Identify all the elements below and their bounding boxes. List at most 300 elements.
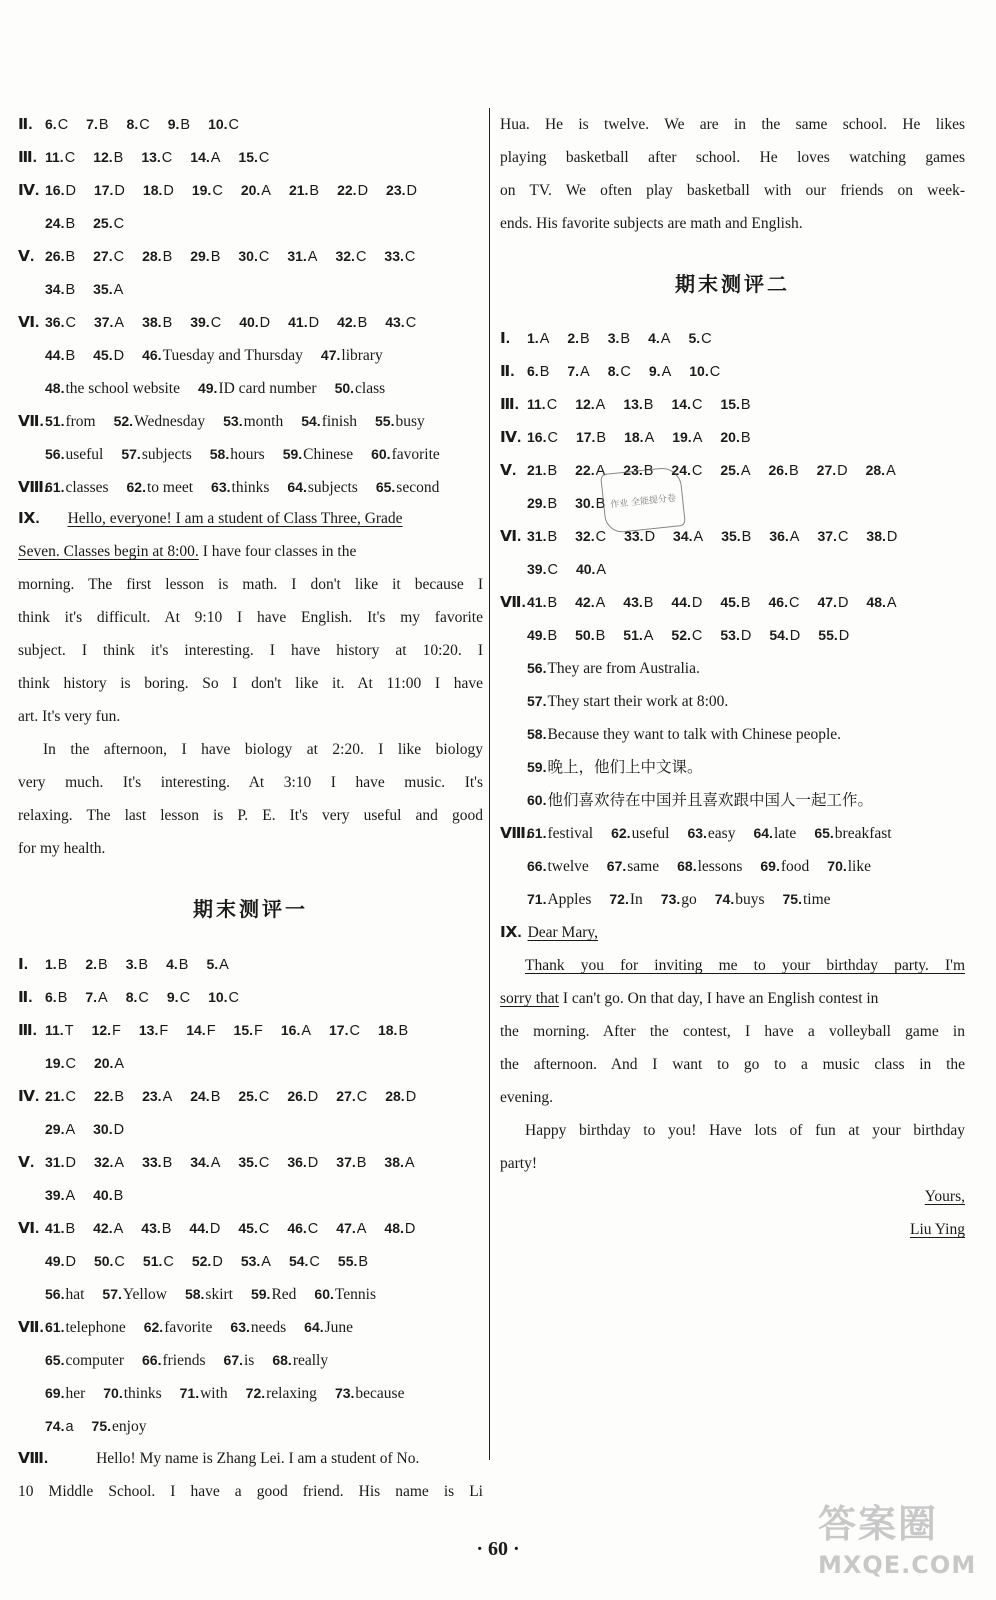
question-number: 56. bbox=[45, 1286, 65, 1302]
watermark-domain: MXQE.COM bbox=[818, 1551, 977, 1579]
answer-value: A bbox=[643, 628, 654, 644]
answer-value: month bbox=[243, 413, 284, 430]
question-number: 40. bbox=[93, 1187, 113, 1203]
question-number: 10. bbox=[208, 116, 228, 132]
answer-value: D bbox=[837, 463, 848, 479]
answer-value: B bbox=[788, 463, 799, 479]
answer-value: B bbox=[358, 1254, 369, 1270]
answer-value: Red bbox=[271, 1286, 297, 1303]
question-number: 73. bbox=[334, 1385, 355, 1401]
answer-line bbox=[500, 553, 965, 586]
answer-item bbox=[687, 817, 735, 850]
answer-item bbox=[85, 981, 107, 1015]
answer-value: 他们喜欢待在中国并且喜欢跟中国人一起工作。 bbox=[547, 792, 873, 809]
answer-line bbox=[18, 1080, 483, 1113]
question-number: 75. bbox=[91, 1418, 112, 1434]
question-number: 64. bbox=[287, 479, 307, 495]
answer-item bbox=[283, 438, 353, 471]
answer-value: B bbox=[65, 348, 76, 364]
answer-value: D bbox=[740, 628, 752, 644]
question-number: 20. bbox=[240, 182, 261, 198]
answer-item bbox=[223, 405, 283, 438]
question-number: 35. bbox=[721, 528, 741, 544]
answer-item bbox=[93, 1212, 123, 1246]
question-number: 51. bbox=[142, 1253, 163, 1269]
answer-value: C bbox=[701, 331, 712, 347]
question-number: 42. bbox=[575, 594, 595, 610]
answer-value: Wednesday bbox=[134, 413, 206, 430]
answer-value: like bbox=[847, 858, 871, 875]
question-number: 54. bbox=[288, 1253, 309, 1269]
answer-item bbox=[336, 1080, 367, 1114]
answer-value: because bbox=[355, 1385, 405, 1402]
answer-value: B bbox=[98, 117, 109, 133]
question-number: 29. bbox=[190, 248, 210, 264]
question-number: 12. bbox=[93, 149, 113, 165]
question-number: 61. bbox=[45, 1319, 65, 1335]
answer-item bbox=[241, 1245, 271, 1279]
answer-item bbox=[94, 1080, 124, 1114]
question-number: 48. bbox=[384, 1220, 404, 1236]
answer-value: A bbox=[219, 957, 229, 973]
answer-item bbox=[180, 1377, 228, 1410]
answer-item bbox=[208, 981, 239, 1015]
question-number: 50. bbox=[334, 380, 355, 396]
section-numeral: Ⅰ. bbox=[18, 956, 29, 973]
answer-value: A bbox=[210, 150, 221, 166]
answer-item bbox=[289, 1245, 320, 1279]
answer-value: C bbox=[355, 249, 367, 265]
answer-item bbox=[45, 1047, 76, 1081]
answer-item bbox=[371, 438, 440, 471]
letter-closing: Yours, bbox=[924, 1188, 965, 1205]
answer-item bbox=[671, 619, 702, 653]
section-numeral: Ⅴ. bbox=[18, 1154, 35, 1171]
question-number: 28. bbox=[142, 248, 162, 264]
answer-item bbox=[527, 487, 557, 521]
question-number: 63. bbox=[211, 479, 231, 495]
answer-item bbox=[866, 520, 897, 554]
question-number: 44. bbox=[189, 1220, 209, 1236]
answer-line bbox=[500, 685, 965, 718]
answer-value: telephone bbox=[65, 1319, 126, 1336]
section-numeral: Ⅳ. bbox=[500, 429, 522, 446]
question-number: 15. bbox=[238, 149, 258, 165]
question-number: 45. bbox=[93, 347, 113, 363]
answer-value: A bbox=[307, 249, 318, 265]
question-number: 31. bbox=[45, 1154, 65, 1170]
answer-value: D bbox=[886, 529, 898, 545]
answer-item bbox=[384, 1212, 415, 1246]
answer-value: A bbox=[65, 1188, 76, 1204]
section-heading-final-test-2: 期末测评二 bbox=[675, 272, 790, 296]
answer-value: They are from Australia. bbox=[547, 660, 700, 677]
question-number: 22. bbox=[337, 182, 357, 198]
answer-item bbox=[127, 108, 150, 142]
question-number: 5. bbox=[206, 956, 219, 972]
question-number: 18. bbox=[624, 429, 644, 445]
question-number: 61. bbox=[527, 825, 547, 841]
essay-line: Ⅸ. Hello, everyone! I am a student of Class Three, Grade bbox=[18, 510, 403, 527]
answer-item bbox=[335, 372, 386, 405]
answer-line bbox=[18, 1179, 483, 1212]
question-number: 7. bbox=[85, 989, 98, 1005]
letter-line: sorry that I can't go. On that day, I have an English contest in bbox=[500, 990, 879, 1007]
answer-item bbox=[527, 520, 557, 554]
answer-value: B bbox=[57, 957, 68, 973]
answer-item bbox=[527, 883, 591, 916]
essay-line: 10 Middle School. I have a good friend. His name is Li bbox=[18, 1483, 483, 1500]
section-numeral: Ⅵ. bbox=[500, 528, 522, 545]
answer-value: A bbox=[580, 364, 590, 380]
question-number: 55. bbox=[375, 413, 395, 429]
question-number: 38. bbox=[866, 528, 886, 544]
answer-item bbox=[45, 1344, 124, 1377]
answer-line bbox=[18, 108, 483, 141]
answer-value: F bbox=[159, 1023, 169, 1039]
answer-value: useful bbox=[631, 825, 670, 842]
answer-value: A bbox=[692, 430, 703, 446]
question-number: 11. bbox=[45, 1022, 64, 1038]
answer-item bbox=[304, 1311, 353, 1344]
question-number: 1. bbox=[527, 330, 539, 346]
answer-value: Yellow bbox=[122, 1286, 167, 1303]
question-number: 69. bbox=[45, 1385, 65, 1401]
answer-item bbox=[576, 421, 606, 455]
answer-item bbox=[527, 652, 700, 685]
answer-item bbox=[141, 1212, 171, 1246]
question-number: 34. bbox=[190, 1154, 210, 1170]
letter-line: Happy birthday to you! Have lots of fun at your birthday bbox=[525, 1122, 965, 1139]
answer-item bbox=[142, 1146, 172, 1180]
answer-item bbox=[576, 553, 606, 587]
question-number: 11. bbox=[45, 149, 64, 165]
question-number: 16. bbox=[527, 429, 547, 445]
question-number: 74. bbox=[714, 891, 735, 907]
answer-value: C bbox=[307, 1221, 319, 1237]
question-number: 29. bbox=[527, 495, 547, 511]
answer-value: class bbox=[355, 380, 386, 397]
answer-item bbox=[121, 438, 191, 471]
answer-value: relaxing bbox=[266, 1385, 317, 1402]
question-number: 2. bbox=[567, 330, 580, 346]
answer-value: lessons bbox=[697, 858, 743, 875]
answer-item bbox=[818, 619, 849, 653]
answer-value: A bbox=[114, 1155, 125, 1171]
answer-value: computer bbox=[65, 1352, 125, 1369]
answer-item bbox=[608, 322, 630, 356]
answer-value: D bbox=[838, 628, 850, 644]
answer-item bbox=[527, 388, 557, 422]
answer-value: B bbox=[596, 430, 607, 446]
answer-item bbox=[769, 586, 800, 620]
question-number: 37. bbox=[817, 528, 837, 544]
answer-value: hat bbox=[65, 1286, 85, 1303]
answer-value: A bbox=[113, 1221, 124, 1237]
question-number: 68. bbox=[677, 858, 697, 874]
answer-item bbox=[94, 1146, 124, 1180]
question-number: 8. bbox=[126, 116, 139, 132]
question-number: 58. bbox=[527, 726, 547, 742]
answer-value: C bbox=[64, 150, 76, 166]
answer-value: A bbox=[356, 1221, 367, 1237]
answer-value: A bbox=[210, 1155, 221, 1171]
answer-value: C bbox=[405, 315, 417, 331]
answer-item bbox=[527, 718, 841, 751]
question-number: 41. bbox=[527, 594, 547, 610]
question-number: 12. bbox=[575, 396, 595, 412]
essay-line: relaxing. The last lesson is P. E. It's very useful and good bbox=[18, 807, 483, 824]
answer-value: C bbox=[837, 529, 849, 545]
answer-item bbox=[337, 306, 367, 340]
answer-item bbox=[567, 322, 589, 356]
answer-value: B bbox=[595, 628, 606, 644]
question-number: 57. bbox=[102, 1286, 122, 1302]
question-number: 8. bbox=[125, 989, 138, 1005]
answer-item bbox=[190, 141, 220, 175]
answer-line bbox=[18, 339, 483, 372]
question-number: 4. bbox=[648, 330, 660, 346]
answer-value: D bbox=[113, 348, 125, 364]
question-number: 8. bbox=[607, 363, 620, 379]
answer-value: B bbox=[740, 430, 751, 446]
answer-line bbox=[500, 322, 965, 355]
question-number: 46. bbox=[768, 594, 788, 610]
question-number: 52. bbox=[671, 627, 691, 643]
essay-line: think history is boring. So I don't like it. At 11:00 I have bbox=[18, 675, 483, 692]
answer-value: C bbox=[691, 397, 703, 413]
answer-item bbox=[720, 619, 751, 653]
answer-item bbox=[45, 1278, 84, 1311]
question-number: 31. bbox=[527, 528, 547, 544]
ink-stamp: 作业 全能提分卷 bbox=[600, 466, 686, 534]
answer-item bbox=[93, 339, 124, 373]
answer-value: B bbox=[398, 1023, 409, 1039]
answer-value: B bbox=[65, 249, 76, 265]
answer-item bbox=[715, 883, 765, 916]
answer-value: D bbox=[307, 1155, 319, 1171]
question-number: 14. bbox=[190, 149, 210, 165]
page-number: · 60 · bbox=[476, 1538, 520, 1560]
answer-value: B bbox=[98, 957, 108, 973]
question-number: 58. bbox=[184, 1286, 205, 1302]
answer-item bbox=[527, 586, 557, 620]
question-number: 30. bbox=[575, 495, 595, 511]
essay-line: art. It's very fun. bbox=[18, 708, 121, 725]
answer-item bbox=[623, 619, 653, 653]
answer-value: time bbox=[802, 891, 831, 908]
answer-value: is bbox=[244, 1352, 255, 1369]
answer-value: D bbox=[644, 529, 656, 545]
question-number: 55. bbox=[818, 627, 838, 643]
answer-line bbox=[18, 438, 483, 471]
answer-value: B bbox=[180, 117, 191, 133]
answer-value: the school website bbox=[65, 380, 180, 397]
answer-item bbox=[45, 1014, 74, 1048]
answer-value: C bbox=[114, 1254, 125, 1270]
question-number: 19. bbox=[672, 429, 692, 445]
answer-value: B bbox=[161, 1221, 172, 1237]
question-number: 14. bbox=[186, 1022, 206, 1038]
question-number: 57. bbox=[527, 693, 547, 709]
section-numeral: Ⅶ. bbox=[500, 594, 526, 611]
question-number: 61. bbox=[45, 479, 65, 495]
question-number: 26. bbox=[768, 462, 788, 478]
answer-line bbox=[18, 948, 483, 981]
answer-value: B bbox=[620, 331, 631, 347]
question-number: 10. bbox=[689, 363, 709, 379]
answer-item bbox=[102, 1278, 167, 1311]
section-numeral: Ⅲ. bbox=[18, 149, 37, 166]
answer-value: B bbox=[162, 249, 173, 265]
question-number: 37. bbox=[336, 1154, 356, 1170]
answer-value: hours bbox=[230, 446, 265, 463]
letter-signature: Liu Ying bbox=[910, 1221, 965, 1238]
answer-item bbox=[335, 1377, 405, 1410]
answer-item bbox=[338, 1245, 368, 1279]
essay-line: In the afternoon, I have biology at 2:20. I like biology bbox=[43, 741, 483, 758]
question-number: 9. bbox=[166, 989, 179, 1005]
answer-item bbox=[94, 1047, 124, 1081]
question-number: 54. bbox=[301, 413, 321, 429]
question-number: 26. bbox=[45, 248, 65, 264]
question-number: 13. bbox=[623, 396, 643, 412]
question-number: 37. bbox=[93, 314, 114, 330]
answer-item bbox=[866, 454, 896, 488]
answer-item bbox=[238, 1212, 269, 1246]
answer-value: B bbox=[138, 957, 149, 973]
answer-item bbox=[288, 306, 319, 340]
question-number: 43. bbox=[385, 314, 405, 330]
question-number: 21. bbox=[288, 182, 309, 198]
answer-value: B bbox=[547, 595, 558, 611]
answer-item bbox=[661, 883, 697, 916]
answer-item bbox=[142, 339, 303, 372]
answer-item bbox=[527, 619, 557, 653]
answer-item bbox=[85, 948, 107, 982]
question-number: 49. bbox=[197, 380, 218, 396]
answer-value: A bbox=[114, 315, 125, 331]
answer-value: C bbox=[258, 249, 270, 265]
answer-value: C bbox=[258, 1089, 270, 1105]
answer-item bbox=[45, 1311, 126, 1344]
question-number: 66. bbox=[142, 1352, 162, 1368]
answer-item bbox=[93, 240, 124, 274]
question-number: 25. bbox=[93, 215, 113, 231]
question-number: 23. bbox=[142, 1088, 162, 1104]
answer-value: B bbox=[162, 315, 173, 331]
answer-item bbox=[94, 1245, 125, 1279]
question-number: 52. bbox=[191, 1253, 212, 1269]
answer-item bbox=[720, 388, 750, 422]
answer-value: C bbox=[65, 315, 76, 331]
answer-item bbox=[143, 174, 174, 208]
answer-item bbox=[45, 1212, 75, 1246]
answer-value: B bbox=[162, 1155, 173, 1171]
answer-value: A bbox=[596, 562, 607, 578]
answer-value: A bbox=[661, 364, 672, 380]
question-number: 24. bbox=[45, 215, 65, 231]
question-number: 51. bbox=[623, 627, 643, 643]
question-number: 24. bbox=[671, 462, 691, 478]
answer-value: A bbox=[886, 595, 897, 611]
section-numeral: Ⅱ. bbox=[500, 363, 515, 380]
answer-line bbox=[18, 174, 483, 207]
answer-line bbox=[18, 240, 483, 273]
answer-value: C bbox=[212, 183, 223, 199]
essay-line: think it's difficult. At 9:10 I have English. It's my favorite bbox=[18, 609, 483, 626]
answer-value: busy bbox=[395, 413, 425, 430]
letter-line: party! bbox=[500, 1155, 538, 1172]
question-number: 47. bbox=[320, 347, 341, 363]
answer-item bbox=[378, 1014, 408, 1048]
question-number: 14. bbox=[671, 396, 691, 412]
answer-item bbox=[114, 405, 206, 438]
answer-value: B bbox=[114, 1089, 125, 1105]
question-number: 65. bbox=[45, 1352, 65, 1368]
answer-value: C bbox=[309, 1254, 320, 1270]
answer-item bbox=[92, 1014, 121, 1048]
answer-value: B bbox=[643, 595, 654, 611]
answer-value: B bbox=[65, 216, 76, 232]
answer-item bbox=[575, 619, 605, 653]
question-number: 62. bbox=[611, 825, 631, 841]
answer-value: C bbox=[595, 529, 607, 545]
answer-item bbox=[281, 1014, 311, 1048]
question-number: 40. bbox=[239, 314, 259, 330]
question-number: 59. bbox=[282, 446, 303, 462]
section-numeral: Ⅷ. bbox=[18, 479, 49, 496]
answer-item bbox=[45, 1113, 75, 1147]
question-number: 10. bbox=[208, 989, 228, 1005]
answer-item bbox=[141, 141, 172, 175]
question-number: 42. bbox=[93, 1220, 113, 1236]
question-number: 49. bbox=[45, 1253, 65, 1269]
section-numeral: Ⅱ. bbox=[18, 116, 33, 133]
answer-value: Apples bbox=[547, 891, 592, 908]
answer-item bbox=[45, 306, 76, 340]
answer-item bbox=[143, 1245, 174, 1279]
answer-line bbox=[500, 421, 965, 454]
answer-value: C bbox=[691, 628, 703, 644]
question-number: 72. bbox=[609, 891, 629, 907]
answer-value: C bbox=[210, 315, 222, 331]
answer-item bbox=[623, 388, 653, 422]
answer-item bbox=[649, 355, 671, 389]
answer-value: A bbox=[789, 529, 800, 545]
answer-value: C bbox=[788, 595, 800, 611]
answer-value: D bbox=[113, 1122, 125, 1138]
question-number: 9. bbox=[167, 116, 180, 132]
answer-value: They start their work at 8:00. bbox=[547, 693, 729, 710]
question-number: 67. bbox=[606, 858, 627, 874]
answer-line bbox=[500, 817, 965, 850]
question-number: 57. bbox=[121, 446, 141, 462]
question-number: 26. bbox=[287, 1088, 307, 1104]
answer-value: C bbox=[547, 430, 558, 446]
answer-item bbox=[527, 685, 728, 718]
question-number: 67. bbox=[223, 1352, 243, 1368]
answer-item bbox=[45, 981, 67, 1015]
essay-line: Seven. Classes begin at 8:00. I have four classes in the bbox=[18, 543, 357, 560]
section-numeral: Ⅶ. bbox=[18, 413, 44, 430]
answer-item bbox=[287, 1146, 318, 1180]
answer-item bbox=[246, 1377, 317, 1410]
question-number: 17. bbox=[329, 1022, 349, 1038]
question-number: 40. bbox=[575, 561, 596, 577]
question-number: 44. bbox=[45, 347, 65, 363]
answer-value: really bbox=[292, 1352, 329, 1369]
